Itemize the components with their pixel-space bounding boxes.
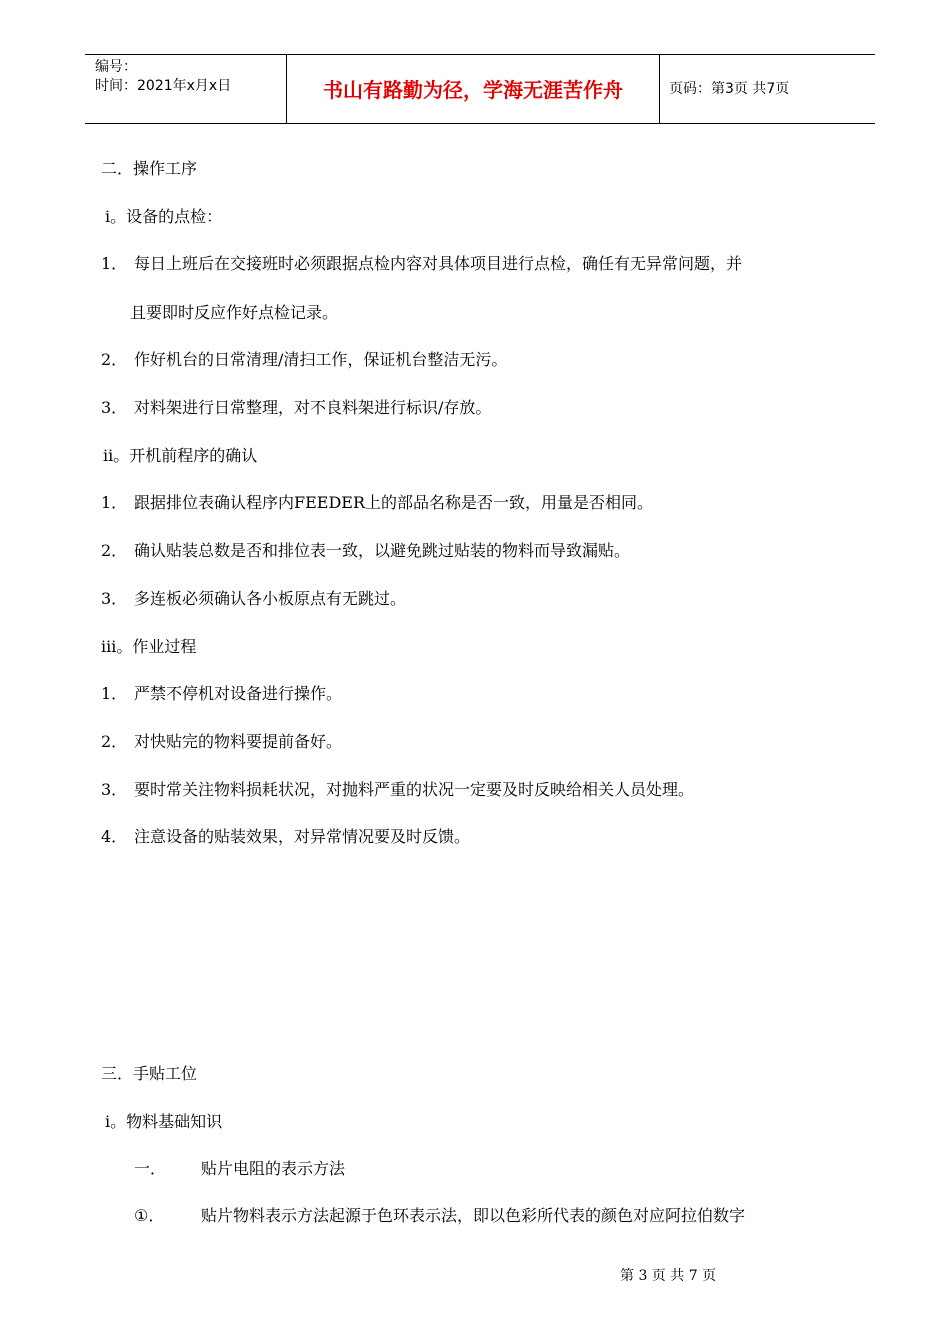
- list-item-number: 1．: [101, 493, 128, 512]
- list-item-text: 严禁不停机对设备进行操作。: [134, 684, 343, 703]
- header-page-number: 页码：第3页 共7页: [669, 81, 790, 97]
- list-item-number: 3．: [101, 780, 128, 799]
- header-page-cell: [660, 55, 875, 123]
- list-item-number: 2．: [101, 350, 128, 369]
- list-item-text: 对料架进行日常整理，对不良料架进行标识/存放。: [134, 398, 492, 417]
- subsection-title: ⅲ。作业过程: [101, 637, 197, 656]
- list-item-number: ①．: [134, 1206, 165, 1225]
- list-item-text: 确认贴装总数是否和排位表一致，以避免跳过贴装的物料而导致漏贴。: [134, 541, 631, 560]
- list-item-text: 贴片电阻的表示方法: [201, 1159, 346, 1178]
- subsection-title: ⅰ。物料基础知识: [105, 1112, 223, 1131]
- list-item-text: 贴片物料表示方法起源于色环表示法，即以色彩所代表的颜色对应阿拉伯数字: [201, 1206, 746, 1225]
- list-item-text: 作好机台的日常清理/清扫工作，保证机台整洁无污。: [134, 350, 508, 369]
- header-motto-cell: [287, 55, 660, 123]
- document-time-label: 时间：2021年x月x日: [95, 78, 232, 94]
- section-title: 三．手贴工位: [101, 1064, 198, 1083]
- list-item-number: 4．: [101, 827, 128, 846]
- list-item-text: 多连板必须确认各小板原点有无跳过。: [134, 589, 407, 608]
- subsection-title: ⅱ。开机前程序的确认: [103, 446, 258, 465]
- list-item-number: 2．: [101, 732, 128, 751]
- document-number-label: 编号：: [95, 59, 137, 75]
- list-item-text: 注意设备的贴装效果，对异常情况要及时反馈。: [134, 827, 471, 846]
- list-item-number: 1．: [101, 684, 128, 703]
- page-header: [85, 54, 875, 124]
- section-title: 二．操作工序: [101, 159, 198, 178]
- list-item-text: 每日上班后在交接班时必须跟据点检内容对具体项目进行点检，确任有无异常问题，并: [134, 254, 743, 273]
- list-item-number: 3．: [101, 589, 128, 608]
- list-item-number: 2．: [101, 541, 128, 560]
- list-item-text: 要时常关注物料损耗状况，对抛料严重的状况一定要及时反映给相关人员处理。: [134, 780, 695, 799]
- header-meta-cell: [85, 55, 287, 123]
- page-footer: 第 3 页 共 7 页: [620, 1268, 717, 1284]
- list-item-text: 对快贴完的物料要提前备好。: [134, 732, 343, 751]
- list-item-text: 跟据排位表确认程序内FEEDER上的部品名称是否一致，用量是否相同。: [134, 493, 654, 512]
- list-item-number: 1．: [101, 254, 128, 273]
- header-motto: 书山有路勤为径，学海无涯苦作舟: [323, 78, 623, 102]
- list-item-number: 一．: [134, 1159, 167, 1178]
- subsection-title: ⅰ。设备的点检：: [105, 207, 223, 226]
- list-item-number: 3．: [101, 398, 128, 417]
- list-item-continuation: 且要即时反应作好点检记录。: [130, 303, 339, 322]
